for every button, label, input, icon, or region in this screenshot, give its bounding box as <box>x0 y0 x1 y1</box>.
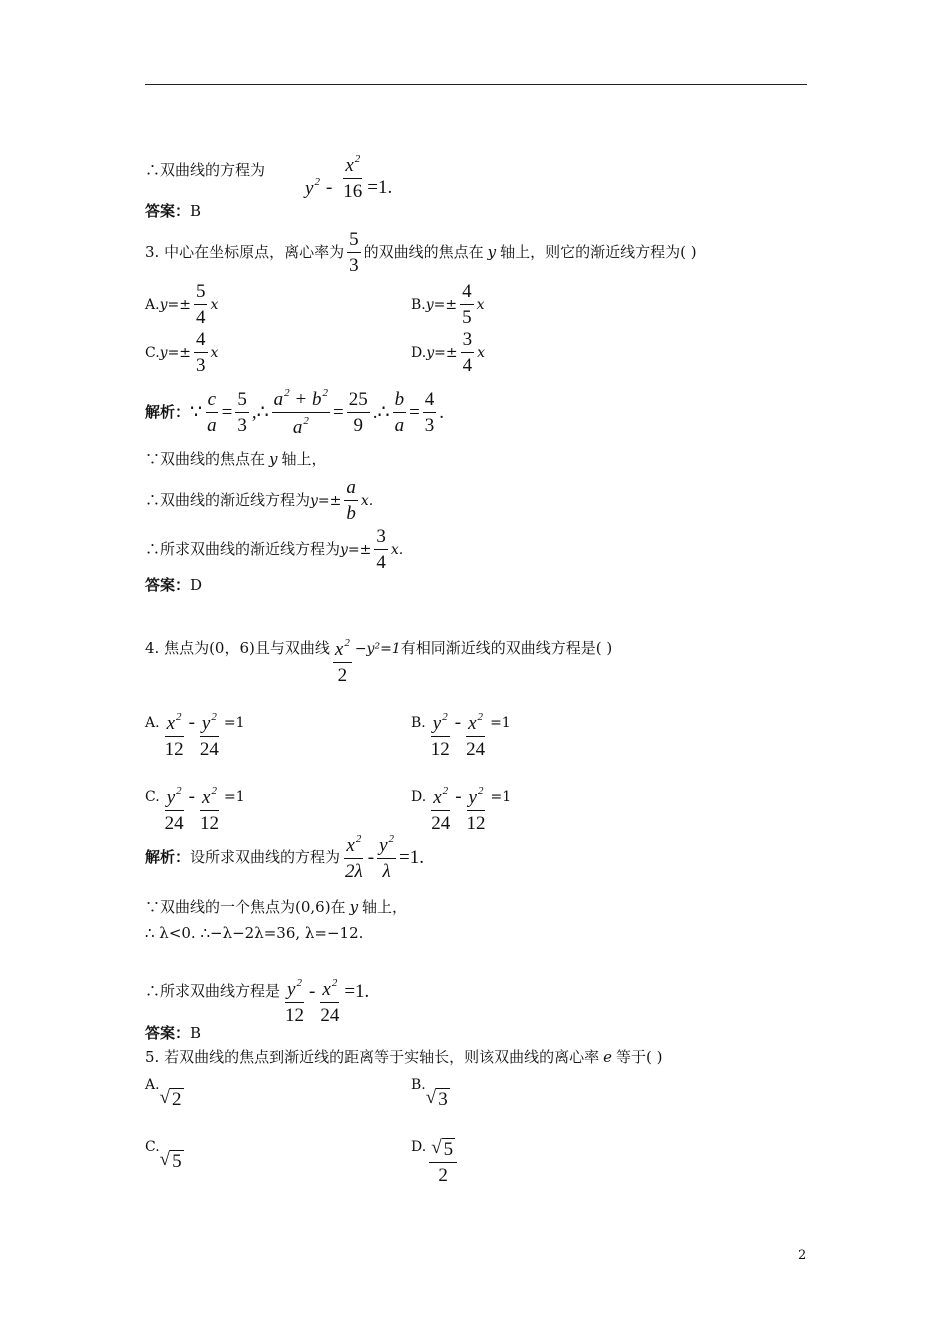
q4-analysis-line4: ∴所求双曲线方程是 $\frac{y^2}{12}$ - $\frac{x^2}{24}$ =1. <box>145 977 370 1026</box>
q4-option-c[interactable]: C. $\frac{y^2}{24}$ - $\frac{x^2}{12}$ =1 <box>145 785 245 834</box>
question-4-stem: 4. 焦点为(0，6)且与双曲线 $\frac{x^2}{2}$ −y²=1 有相同渐近线的双曲线方程是( ) <box>145 637 613 686</box>
q3-option-d[interactable]: D. y=± $\frac{3}{4}$ x <box>411 329 485 376</box>
var-y: y <box>487 243 497 262</box>
fraction-5-3: $\frac{5}{3}$ <box>349 229 359 276</box>
math-minus: - <box>325 177 333 199</box>
q3-option-c[interactable]: C. y=± $\frac{4}{3}$ x <box>145 329 219 376</box>
q3-analysis-line1: 解析： ∵ $\frac{c}{a}$ = $\frac{5}{3}$ ,∴ $\frac{a^2 + b^2}{a^2}$ = $\frac{25}{9}$ .∴ $\frac{b}{a}$ = $\frac{4}{3}$ . <box>145 387 445 438</box>
q3-analysis-line3: ∴双曲线的渐近线方程为 y=± $\frac{a}{b}$ x. <box>145 477 374 524</box>
page-number: 2 <box>798 1248 807 1263</box>
q4-option-a[interactable]: A. $\frac{x^2}{12}$ - $\frac{y^2}{24}$ =1 <box>145 711 245 760</box>
q4-option-d[interactable]: D. $\frac{x^2}{24}$ - $\frac{y^2}{12}$ =1 <box>411 785 512 834</box>
q4-analysis-line3: ∴ λ<0. ∴−λ−2λ=36, λ=−12. <box>145 924 364 942</box>
math-y: $y^2$ <box>305 176 320 200</box>
math-eq: =1. <box>367 177 393 199</box>
stem-text: 的双曲线的焦点在 <box>363 243 484 262</box>
fraction: $\frac{x^2}{16}$ <box>343 153 363 202</box>
q5-option-d[interactable]: D. √ 5 2 <box>411 1140 460 1186</box>
q3-analysis-line4: ∴所求双曲线的渐近线方程为 y=± $\frac{3}{4}$ x. <box>145 526 404 573</box>
question-3-stem <box>145 230 697 276</box>
question-5-stem: 5. 若双曲线的焦点到渐近线的距离等于实轴长，则该双曲线的离心率 e 等于( ) <box>145 1048 663 1066</box>
header-rule <box>145 84 807 85</box>
q5-option-a[interactable]: A. √ 2 <box>145 1077 182 1110</box>
q3-analysis-line2: ∵双曲线的焦点在 y 轴上， <box>145 450 327 468</box>
q5-option-b[interactable]: B. √ 3 <box>411 1077 448 1110</box>
q4-analysis-line2: ∵双曲线的一个焦点为(0,6)在 y 轴上， <box>145 898 408 916</box>
q4-option-b[interactable]: B. $\frac{y^2}{12}$ - $\frac{x^2}{24}$ =1 <box>411 711 511 760</box>
answer-label: 答案： <box>145 202 191 220</box>
text-line <box>145 140 392 202</box>
analysis-label: 解析： <box>145 403 191 422</box>
answer-value: B <box>190 202 202 220</box>
q4-analysis-line1: 解析： 设所求双曲线的方程为 $\frac{x^2}{2\lambda}$ - $\frac{y^2}{\lambda}$ =1. <box>145 833 424 882</box>
q3-option-b[interactable]: B. y=± $\frac{4}{5}$ x <box>411 281 485 328</box>
answer-line: 答案： B <box>145 1024 202 1042</box>
answer-line: 答案： D <box>145 576 203 594</box>
answer-line <box>145 204 201 219</box>
q5-option-c[interactable]: C. √ 5 <box>145 1139 182 1172</box>
line-text: ∴双曲线的方程为 <box>145 161 266 180</box>
stem-text: 轴上，则它的渐近线方程为( ) <box>500 243 697 262</box>
q3-option-a[interactable]: A. y=± $\frac{5}{4}$ x <box>145 281 219 328</box>
stem-text: 3. 中心在坐标原点，离心率为 <box>145 243 345 262</box>
